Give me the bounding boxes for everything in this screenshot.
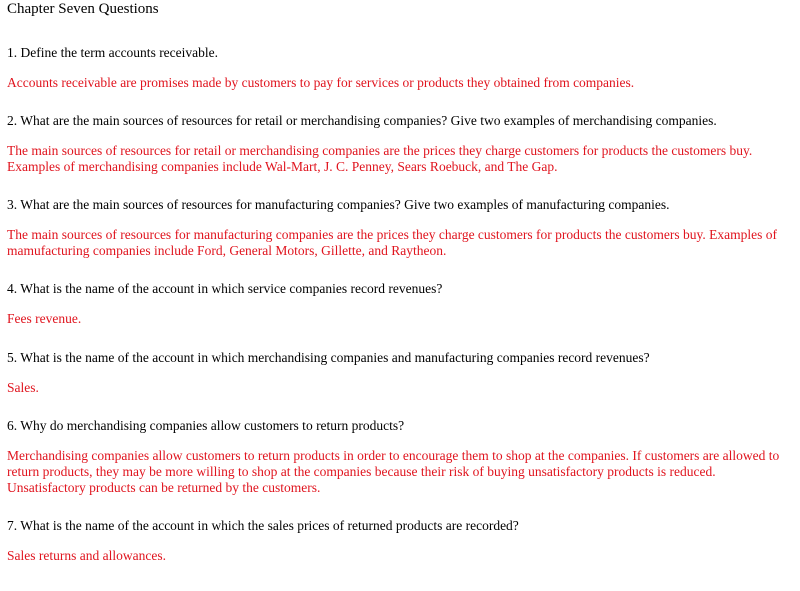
question-2: 2. What are the main sources of resources for retail or merchandising companies? Give two examples of merchandising companies.: [7, 113, 717, 128]
question-7: 7. What is the name of the account in which the sales prices of returned products are recorded?: [7, 518, 519, 533]
question-block-6: [7, 418, 794, 496]
question-block-2: [7, 113, 794, 175]
question-6: 6. Why do merchandising companies allow customers to return products?: [7, 418, 405, 433]
answer-3: The main sources of resources for manufacturing companies are the prices they charge customers for products the customers buy. Examples of mamufacturing companies include Ford, General Motors, Gillette, and Raytheon.: [7, 227, 777, 258]
answer-5: Sales.: [7, 380, 39, 395]
question-block-1: [7, 45, 794, 91]
question-block-4: [7, 281, 794, 327]
question-block-7: [7, 518, 794, 564]
answer-2: The main sources of resources for retail or merchandising companies are the prices they charge customers for products the customers buy. Examples of merchandising companies include Wal-Mart, J. C. Penney, Sears Roebuck, and The Gap.: [7, 143, 753, 174]
answer-6: Merchandising companies allow customers to return products in order to encourage them to shop at the companies. If customers are allowed to return products, they may be more willing to shop at the companies because their risk of buying unsatisfactory products is reduced. Unsatisfactory products can be returned by the customers.: [7, 448, 780, 495]
answer-7: Sales returns and allowances.: [7, 548, 166, 563]
question-4: 4. What is the name of the account in which service companies record revenues?: [7, 281, 443, 296]
question-block-3: [7, 197, 794, 259]
question-5: 5. What is the name of the account in which merchandising companies and manufacturing companies record revenues?: [7, 350, 650, 365]
answer-4: Fees revenue.: [7, 311, 82, 326]
answer-1: Accounts receivable are promises made by customers to pay for services or products they obtained from companies.: [7, 75, 635, 90]
question-3: 3. What are the main sources of resources for manufacturing companies? Give two examples of manufacturing companies.: [7, 197, 670, 212]
question-1: 1. Define the term accounts receivable.: [7, 45, 219, 60]
page-title: Chapter Seven Questions: [7, 1, 159, 17]
question-block-5: [7, 350, 794, 396]
